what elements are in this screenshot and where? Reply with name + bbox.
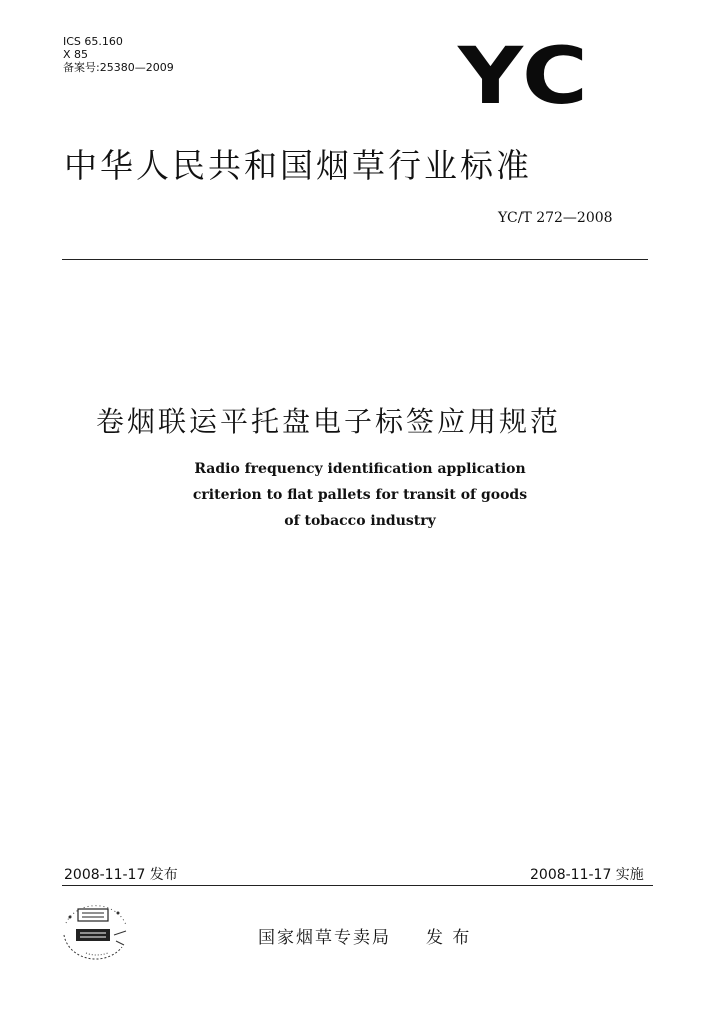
title-chinese: 卷烟联运平托盘电子标签应用规范 — [96, 405, 562, 438]
header-divider — [62, 259, 648, 260]
effective-date: 2008-11-17 实施 — [530, 867, 644, 883]
class-code: X 85 — [63, 48, 89, 61]
title-english-line-2: criterion to flat pallets for transit of goods — [192, 487, 528, 503]
stamp-seal-icon — [56, 895, 136, 965]
ics-code: ICS 65.160 — [63, 35, 123, 48]
yc-logo: YC — [458, 32, 591, 122]
title-english-line-3: of tobacco industry — [284, 513, 436, 529]
issue-word: 发 布 — [426, 928, 472, 948]
filing-number: 备案号:25380—2009 — [63, 61, 174, 74]
standard-number: YC/T 272—2008 — [498, 210, 613, 226]
footer-divider — [62, 885, 653, 886]
title-english-line-1: Radio frequency identification application — [194, 461, 526, 477]
issuer-name: 国家烟草专卖局 — [258, 928, 391, 948]
title-english — [150, 456, 570, 534]
issue-date: 2008-11-17 发布 — [64, 867, 178, 883]
org-title: 中华人民共和国烟草行业标准 — [64, 146, 532, 185]
